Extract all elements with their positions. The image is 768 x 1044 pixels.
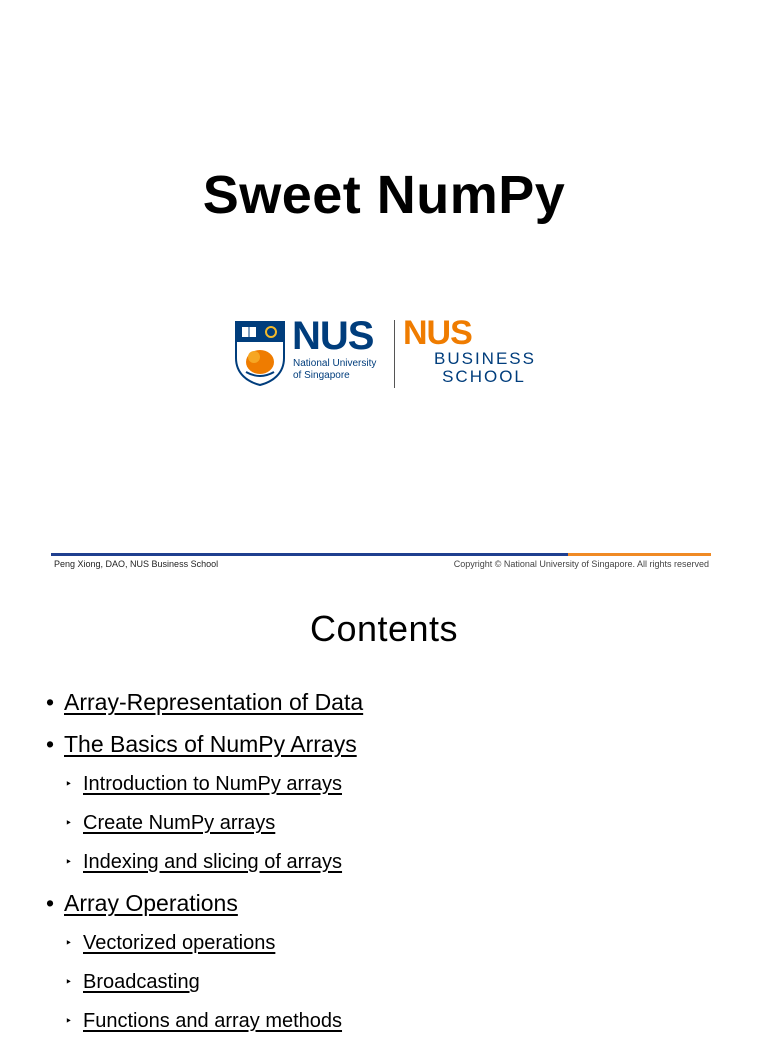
toc-link[interactable]: The Basics of NumPy Arrays bbox=[64, 731, 357, 757]
footer-rule-blue bbox=[51, 553, 568, 556]
logo-divider bbox=[394, 320, 395, 388]
list-item bbox=[46, 966, 726, 1005]
toc-link[interactable]: Broadcasting bbox=[83, 971, 200, 993]
toc-link[interactable]: Array-Representation of Data bbox=[64, 689, 364, 715]
list-item bbox=[46, 927, 726, 966]
bullet-icon: • bbox=[46, 689, 55, 715]
list-item bbox=[46, 807, 726, 846]
table-of-contents bbox=[46, 684, 726, 1044]
contents-title: Contents bbox=[309, 608, 459, 649]
triangle-bullet-icon: ‣ bbox=[65, 1014, 73, 1028]
toc-link[interactable]: Indexing and slicing of arrays bbox=[83, 851, 343, 873]
nus-logo bbox=[218, 306, 552, 402]
triangle-bullet-icon: ‣ bbox=[65, 975, 73, 989]
footer-author: Peng Xiong, DAO, NUS Business School bbox=[54, 559, 219, 569]
toc-link[interactable]: Array Operations bbox=[64, 890, 238, 916]
list-item bbox=[46, 846, 726, 885]
nus-subtitle bbox=[293, 358, 393, 382]
list-item bbox=[46, 726, 726, 768]
school-subtitle-line2: SCHOOL bbox=[442, 367, 526, 386]
toc-link[interactable]: Functions and array methods bbox=[83, 1010, 343, 1032]
nus-subtitle-line1: National University bbox=[293, 358, 377, 369]
triangle-bullet-icon: ‣ bbox=[65, 855, 73, 869]
school-wordmark: NUS bbox=[403, 314, 472, 352]
school-subtitle-line1: BUSINESS bbox=[434, 349, 536, 368]
list-item bbox=[46, 768, 726, 807]
footer-copyright: Copyright © National University of Singapore. All rights reserved bbox=[453, 559, 709, 569]
list-item bbox=[46, 1005, 726, 1044]
list-item bbox=[46, 885, 726, 927]
nus-wordmark: NUS bbox=[292, 314, 374, 358]
bullet-icon: • bbox=[46, 890, 55, 916]
footer-rule-orange bbox=[568, 553, 711, 556]
nus-subtitle-line2: of Singapore bbox=[293, 370, 350, 381]
list-item bbox=[46, 684, 726, 726]
toc-link[interactable]: Vectorized operations bbox=[83, 932, 276, 954]
bullet-icon: • bbox=[46, 731, 55, 757]
toc-link[interactable]: Create NumPy arrays bbox=[83, 812, 276, 834]
toc-link[interactable]: Introduction to NumPy arrays bbox=[83, 773, 342, 795]
slide-title: Sweet NumPy bbox=[202, 165, 566, 225]
triangle-bullet-icon: ‣ bbox=[65, 936, 73, 950]
nus-crest-icon bbox=[234, 320, 286, 386]
triangle-bullet-icon: ‣ bbox=[65, 777, 73, 791]
triangle-bullet-icon: ‣ bbox=[65, 816, 73, 830]
school-subtitle bbox=[434, 350, 534, 386]
